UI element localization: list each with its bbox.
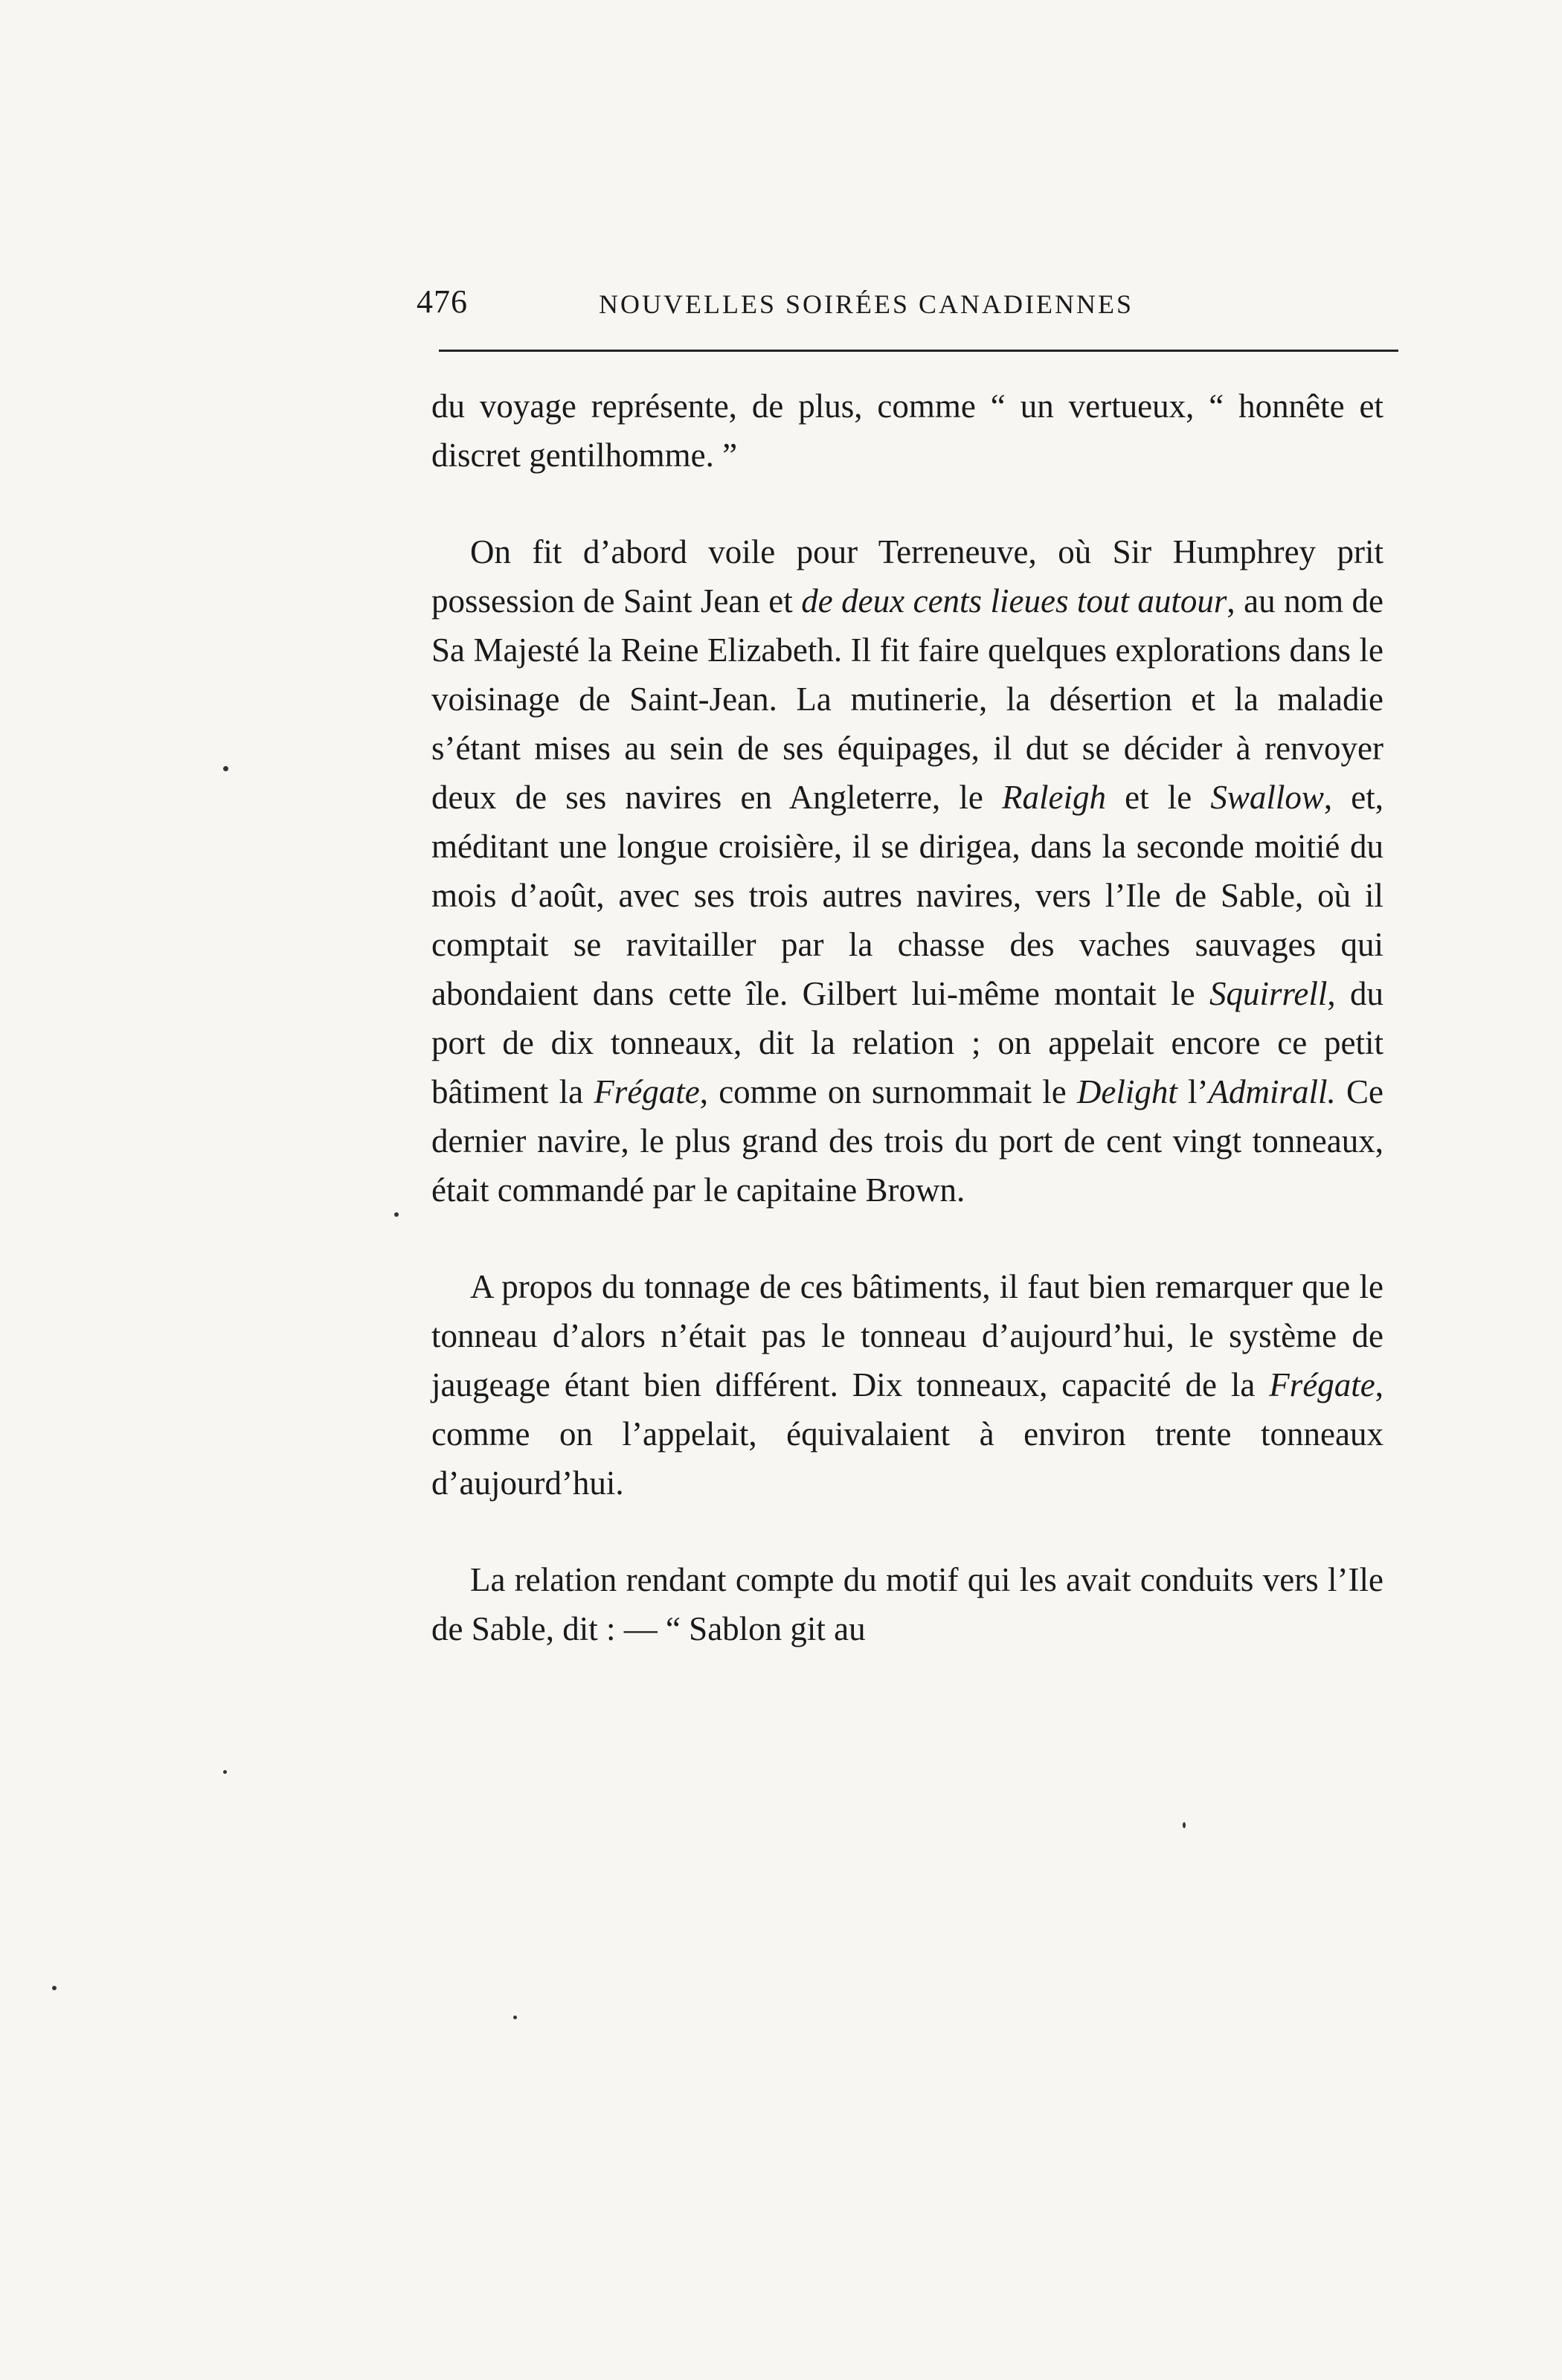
running-head (417, 283, 1383, 342)
page-number: 476 (417, 283, 468, 320)
italic-text: Admirall. (1208, 1073, 1336, 1110)
italic-text: Delight (1076, 1073, 1177, 1110)
paragraph-text: On fit d’abord voile pour Terreneuve, où Sir Humphrey prit possession de Saint Jean et (431, 533, 1383, 620)
paragraph-text: Ce dernier navire, le plus grand des trois du port de cent vingt tonneaux, était commandé par le capitaine Brown. (431, 1073, 1383, 1209)
scan-speck (513, 2016, 517, 2019)
scan-speck (223, 1770, 227, 1774)
paragraph-text: et le (1105, 779, 1211, 816)
book-title: NOUVELLES SOIRÉES CANADIENNES (599, 289, 1134, 319)
paragraph (431, 382, 1383, 480)
paragraph (431, 1555, 1383, 1653)
paragraph-text: , au nom de Sa Majesté la Reine Elizabeth. Il fit faire quelques explorations dans le voisinage de Saint-Jean. La mutinerie, la désertion et la maladie s’étant mises au sein de ses équipages, il dut se décider à renvoyer deux de ses navires en Angleterre, le (431, 582, 1384, 816)
italic-text: Frégate (594, 1073, 700, 1110)
header-rule (439, 350, 1398, 352)
paragraph (431, 527, 1383, 1215)
paragraph-text: , du port de dix tonneaux, dit la relation ; on appelait encore ce petit bâtiment la (431, 975, 1383, 1110)
italic-text: Squirrell (1209, 975, 1328, 1012)
paragraph-text: , comme on surnommait le (699, 1073, 1077, 1110)
paragraph-text: l’ (1177, 1073, 1209, 1110)
body-text (431, 382, 1383, 1653)
italic-text: Frégate (1269, 1366, 1375, 1403)
paragraph-text: A propos du tonnage de ces bâtiments, il faut bien remarquer que le tonneau d’alors n’était pas le tonneau d’aujourd’hui, le système de jaugeage étant bien différent. Dix tonneaux, capacité de la (431, 1268, 1383, 1403)
paragraph-text: La relation rendant compte du motif qui les avait conduits vers l’Ile de Sable, dit : — “ Sablon git au (431, 1561, 1383, 1647)
paragraph-text: du voyage représente, de plus, comme “ un vertueux, “ honnête et discret gentilhomme. ” (431, 387, 1383, 474)
paragraph-text: , comme on l’appelait, équivalaient à environ trente tonneaux d’aujourd’hui. (431, 1366, 1383, 1502)
scan-speck (52, 1986, 57, 1990)
scan-speck (394, 1212, 399, 1217)
scan-speck (1183, 1822, 1186, 1828)
italic-text: de deux cents lieues tout autour (801, 582, 1227, 620)
italic-text: Raleigh (1001, 779, 1106, 816)
italic-text: Swallow (1210, 779, 1324, 816)
page (417, 283, 1384, 1701)
scan-speck (223, 766, 228, 771)
paragraph (431, 1262, 1383, 1508)
paragraph-text: , et, méditant une longue croisière, il se dirigea, dans la seconde moitié du mois d’août, avec ses trois autres navires, vers l’Ile de Sable, où il comptait se ravitailler par la chasse des vaches sauvages qui abondaient dans cette île. Gilbert lui-même montait le (431, 779, 1383, 1012)
